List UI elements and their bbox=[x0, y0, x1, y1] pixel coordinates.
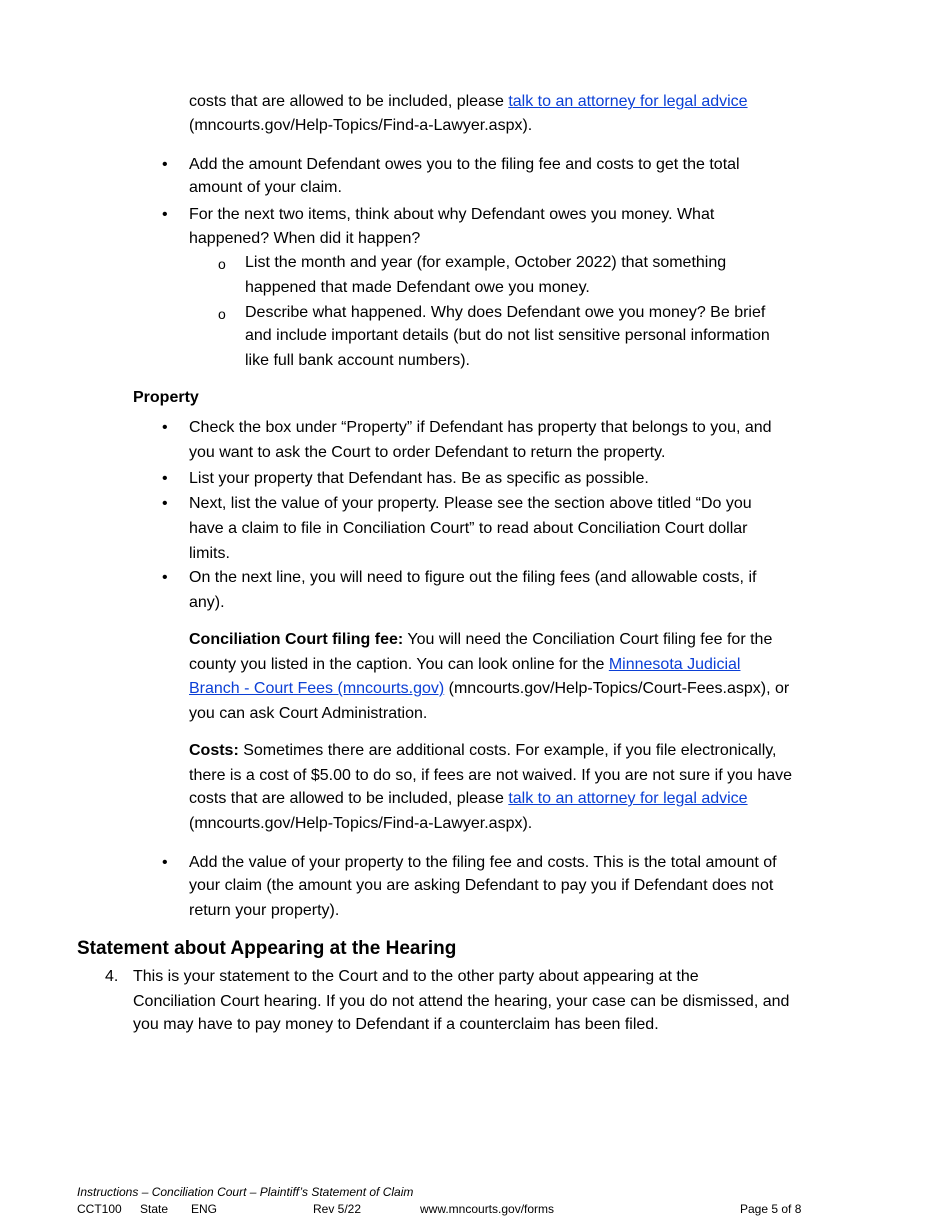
hearing-line3: you may have to pay money to Defendant if a counterclaim has been filed. bbox=[133, 1016, 659, 1033]
bullet-icon: • bbox=[162, 156, 168, 173]
footer-title: Instructions – Conciliation Court – Plaintiff’s Statement of Claim bbox=[77, 1185, 414, 1199]
property-bullet-3-line2: have a claim to file in Conciliation Court” to read about Conciliation Court dollar bbox=[189, 520, 748, 537]
hearing-line1: This is your statement to the Court and to the other party about appearing at the bbox=[133, 968, 699, 985]
claim-sub-1-line2: happened that made Defendant owe you money. bbox=[245, 279, 590, 296]
property-bullet-1-line1: Check the box under “Property” if Defendant has property that belongs to you, and bbox=[189, 419, 772, 436]
costs-line3: costs that are allowed to be included, please talk to an attorney for legal advice bbox=[189, 790, 748, 807]
bullet-icon: • bbox=[162, 470, 168, 487]
claim-bullet-1-line2: amount of your claim. bbox=[189, 179, 342, 196]
fee-line2: county you listed in the caption. You can look online for the Minnesota Judicial bbox=[189, 656, 741, 673]
property-heading: Property bbox=[133, 389, 199, 406]
footer-url: www.mncourts.gov/forms bbox=[420, 1202, 555, 1216]
fee-line4: you can ask Court Administration. bbox=[189, 705, 428, 722]
property-bullet-4-line2: any). bbox=[189, 594, 225, 611]
property-bullet-1-line2: you want to ask the Court to order Defendant to return the property. bbox=[189, 444, 666, 461]
circle-bullet-icon: o bbox=[218, 256, 226, 272]
top-cont-line2: (mncourts.gov/Help-Topics/Find-a-Lawyer.aspx). bbox=[189, 117, 533, 134]
fee-label: Conciliation Court filing fee: bbox=[189, 631, 404, 648]
bullet-icon: • bbox=[162, 419, 168, 436]
costs-label: Costs: bbox=[189, 742, 239, 759]
property-bullet-3-line3: limits. bbox=[189, 545, 230, 562]
attorney-advice-link-top[interactable]: talk to an attorney for legal advice bbox=[508, 93, 748, 110]
property-bullet-3-line1: Next, list the value of your property. Please see the section above titled “Do you bbox=[189, 495, 752, 512]
fee-line3: Branch - Court Fees (mncourts.gov) (mncourts.gov/Help-Topics/Court-Fees.aspx), or bbox=[189, 680, 790, 697]
property-last-line2: your claim (the amount you are asking Defendant to pay you if Defendant does not bbox=[189, 877, 774, 894]
claim-bullet-1-line1: Add the amount Defendant owes you to the filing fee and costs to get the total bbox=[189, 156, 740, 173]
footer-state: State bbox=[140, 1202, 169, 1216]
claim-bullet-2-line2: happened? When did it happen? bbox=[189, 230, 421, 247]
court-fees-link-part2[interactable]: Branch - Court Fees (mncourts.gov) bbox=[189, 680, 445, 697]
costs-line4: (mncourts.gov/Help-Topics/Find-a-Lawyer.aspx). bbox=[189, 815, 533, 832]
footer-lang: ENG bbox=[191, 1202, 218, 1216]
property-bullet-2-line1: List your property that Defendant has. Be as specific as possible. bbox=[189, 470, 649, 487]
claim-sub-2-line2: and include important details (but do not list sensitive personal information bbox=[245, 327, 770, 344]
property-last-line3: return your property). bbox=[189, 902, 340, 919]
attorney-advice-link[interactable]: talk to an attorney for legal advice bbox=[508, 790, 748, 807]
hearing-heading: Statement about Appearing at the Hearing bbox=[77, 938, 457, 959]
circle-bullet-icon: o bbox=[218, 306, 226, 322]
bullet-icon: • bbox=[162, 206, 168, 223]
claim-sub-2-line3: like full bank account numbers). bbox=[245, 352, 470, 369]
claim-bullet-2-line1: For the next two items, think about why Defendant owes you money. What bbox=[189, 206, 715, 223]
bullet-icon: • bbox=[162, 495, 168, 512]
property-last-line1: Add the value of your property to the filing fee and costs. This is the total amount of bbox=[189, 854, 777, 871]
hearing-line2: Conciliation Court hearing. If you do not attend the hearing, your case can be dismissed, and bbox=[133, 993, 790, 1010]
footer-form-id: CCT100 bbox=[77, 1202, 122, 1216]
top-cont-line1: costs that are allowed to be included, please talk to an attorney for legal advice bbox=[189, 93, 748, 110]
bullet-icon: • bbox=[162, 854, 168, 871]
property-bullet-4-line1: On the next line, you will need to figure out the filing fees (and allowable costs, if bbox=[189, 569, 757, 586]
fee-line1: Conciliation Court filing fee: You will need the Conciliation Court filing fee for the bbox=[189, 631, 773, 648]
claim-sub-2-line1: Describe what happened. Why does Defendant owe you money? Be brief bbox=[245, 304, 766, 321]
costs-line2: there is a cost of $5.00 to do so, if fees are not waived. If you are not sure if you have bbox=[189, 767, 793, 784]
footer-page: Page 5 of 8 bbox=[740, 1202, 802, 1216]
bullet-icon: • bbox=[162, 569, 168, 586]
hearing-number: 4. bbox=[105, 968, 119, 985]
court-fees-link-part1[interactable]: Minnesota Judicial bbox=[608, 656, 741, 673]
costs-line1: Costs: Sometimes there are additional costs. For example, if you file electronically, bbox=[189, 742, 777, 759]
claim-sub-1-line1: List the month and year (for example, October 2022) that something bbox=[245, 254, 727, 271]
footer-rev: Rev 5/22 bbox=[313, 1202, 362, 1216]
